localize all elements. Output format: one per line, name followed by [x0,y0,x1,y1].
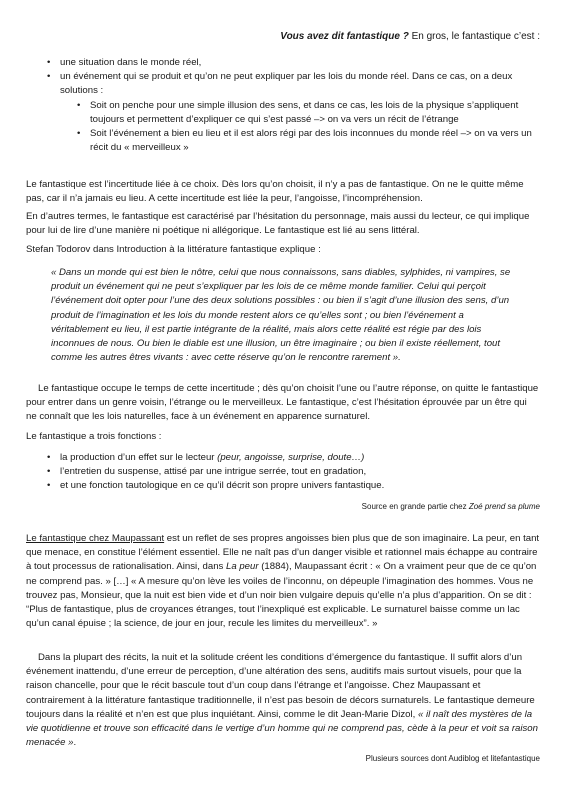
heading-rest: En gros, le fantastique c’est : [408,31,540,42]
sub-list-item: • Soit on penche pour une simple illusion des sens, et dans ce cas, les lois de la physique s’appliquent toujours et permettent d’expliquer ce qui s’est passé –> on va vers un récit de l’étrange [90,99,540,127]
dizol-quote: « il naît des mystères de la vie quotidienne et trouve son efficacité dans le vertige d’un homme qui ne comprend pas, cède à la peur et voit sa raison menacée » [26,708,538,749]
sub-list-item: • Soit l’événement a bien eu lieu et il est alors régi par des lois inconnues du monde réel –> on va vers un récit du « merveilleux » [90,127,540,155]
paragraph [26,651,540,750]
todorov-quote: « Dans un monde qui est bien le nôtre, celui que nous connaissons, sans diables, sylphides, ni vampires, se produit un événement qui ne peut s’expliquer par les lois de ce même monde familier. Celui qui perçoit l’événement doit opter pour l’une des deux solutions possibles : ou bien il s’agit d’une illusion des sens, d’un produit de l’imagination et les lois du monde restent alors ce qu’elles sont ; ou bien l’événement a véritablement eu lieu, il est partie intégrante de la réalité, mais alors cette réalité est régie par des lois inconnues de nous. Ou bien le diable est une illusion, un être imaginaire ; ou bien il existe réellement, tout comme les autres êtres vivants : avec cette réserve qu’on le rencontre rarement ». [51,267,511,364]
functions-list [60,451,540,494]
paragraph-text: Dans la plupart des récits, la nuit et la solitude créent les conditions d’émergence du fantastique. Il suffit alors d’un événement inattendu, d’une erreur de perception, d’une altération des sens, auditifs mais surtout visuels, pour que la raison chancelle, pour que le récit bascule tout d’un coup dans l’étrange et l’angoisse. Chez Maupassant et contrairement à la littérature fantastique traditionnelle, il n’est pas besoin de décors surnaturels. Le fantastique demeure toujours dans la réalité et n’en est que plus inquiétant. Ainsi, comme le dit Jean-Marie Dizol, [26,652,535,720]
source-name: Zoé prend sa plume [468,502,540,511]
paragraph-end: . [73,737,77,749]
paragraph: Stefan Todorov dans Introduction à la littérature fantastique explique : [26,244,321,255]
work-title: La peur [226,561,259,573]
source-note [26,500,540,514]
list-item-text: un événement qui se produit et qu’on ne peut expliquer par les lois du monde réel. Dans ce cas, on a deux solutions : [60,71,513,97]
sub-list [90,99,540,156]
paragraph-text: est un reflet de ses propres angoisses bien plus que de son imaginaire. La peur, en tant que menace, en constitue l’élément essentiel. Elle ne naît pas d’un danger visible et rationnel mais échappe au contraire à tout processus de rationalisation. Ainsi, dans [26,533,540,573]
list-item: • l’entretien du suspense, attisé par une intrigue serrée, tout en gradation, [60,465,540,479]
paragraph: Le fantastique occupe le temps de cette incertitude ; dès qu’on choisit l’une ou l’autre réponse, on quitte le fantastique pour entrer dans un genre voisin, l’étrange ou le merveilleux. Le fantastique, c’est l’hésitation éprouvée par un être qui ne connaît que les lois naturelles, face à un événement en apparence surnaturel. [26,383,539,423]
list-item-italic: (peur, angoisse, surprise, doute…) [217,452,365,463]
source-text: Source en grande partie chez [361,502,469,511]
list-item-text: la production d’un effet sur le lecteur [60,452,218,463]
list-item [60,70,540,155]
paragraph [26,532,540,631]
definition-list [60,56,540,155]
paragraph: Le fantastique a trois fonctions : [26,431,162,442]
paragraph: Le fantastique est l’incertitude liée à ce choix. Dès lors qu’on choisit, il n’y a pas de fantastique. On ne le quitte même pas, car il n’a jamais eu lieu. A cette incertitude est liée la peur, l’angoisse, l’incompréhension. [26,179,524,205]
paragraph: En d’autres termes, le fantastique est caractérisé par l’hésitation du personnage, mais aussi du lecteur, ce qui implique pour lui de lire d’une manière ni poétique ni allégorique. Le fantastique est lié au sens littéral. [26,211,530,237]
list-item: • et une fonction tautologique en ce qu’il décrit son propre univers fantastique. [60,479,540,493]
paragraph-text: (1884), Maupassant écrit : « On a vraiment peur que de ce qu’on ne comprend pas. » […] « A mesure qu’on lève les voiles de l’inconnu, on dépeuple l’imagination des hommes. Vous ne trouvez pas, Monsieur, que la nuit est bien vide et d’un noir bien vulgaire depuis qu’elle n’a plus d’apparition. On se dit : “Plus de fantastique, plus de croyances étranges, tout l’inexpliqué est explicable. Le surnaturel baisse comme un lac qu’un canal épuise ; la science, de jour en jour, recule les limites du merveilleux”. » [26,561,537,630]
list-item [60,451,540,465]
source-note: Plusieurs sources dont Audiblog et litefantastique [365,754,540,763]
maupassant-link[interactable]: Le fantastique chez Maupassant [26,533,165,544]
section-heading [26,30,540,44]
list-item: • une situation dans le monde réel, [60,56,540,70]
heading-title: Vous avez dit fantastique ? [280,31,409,42]
